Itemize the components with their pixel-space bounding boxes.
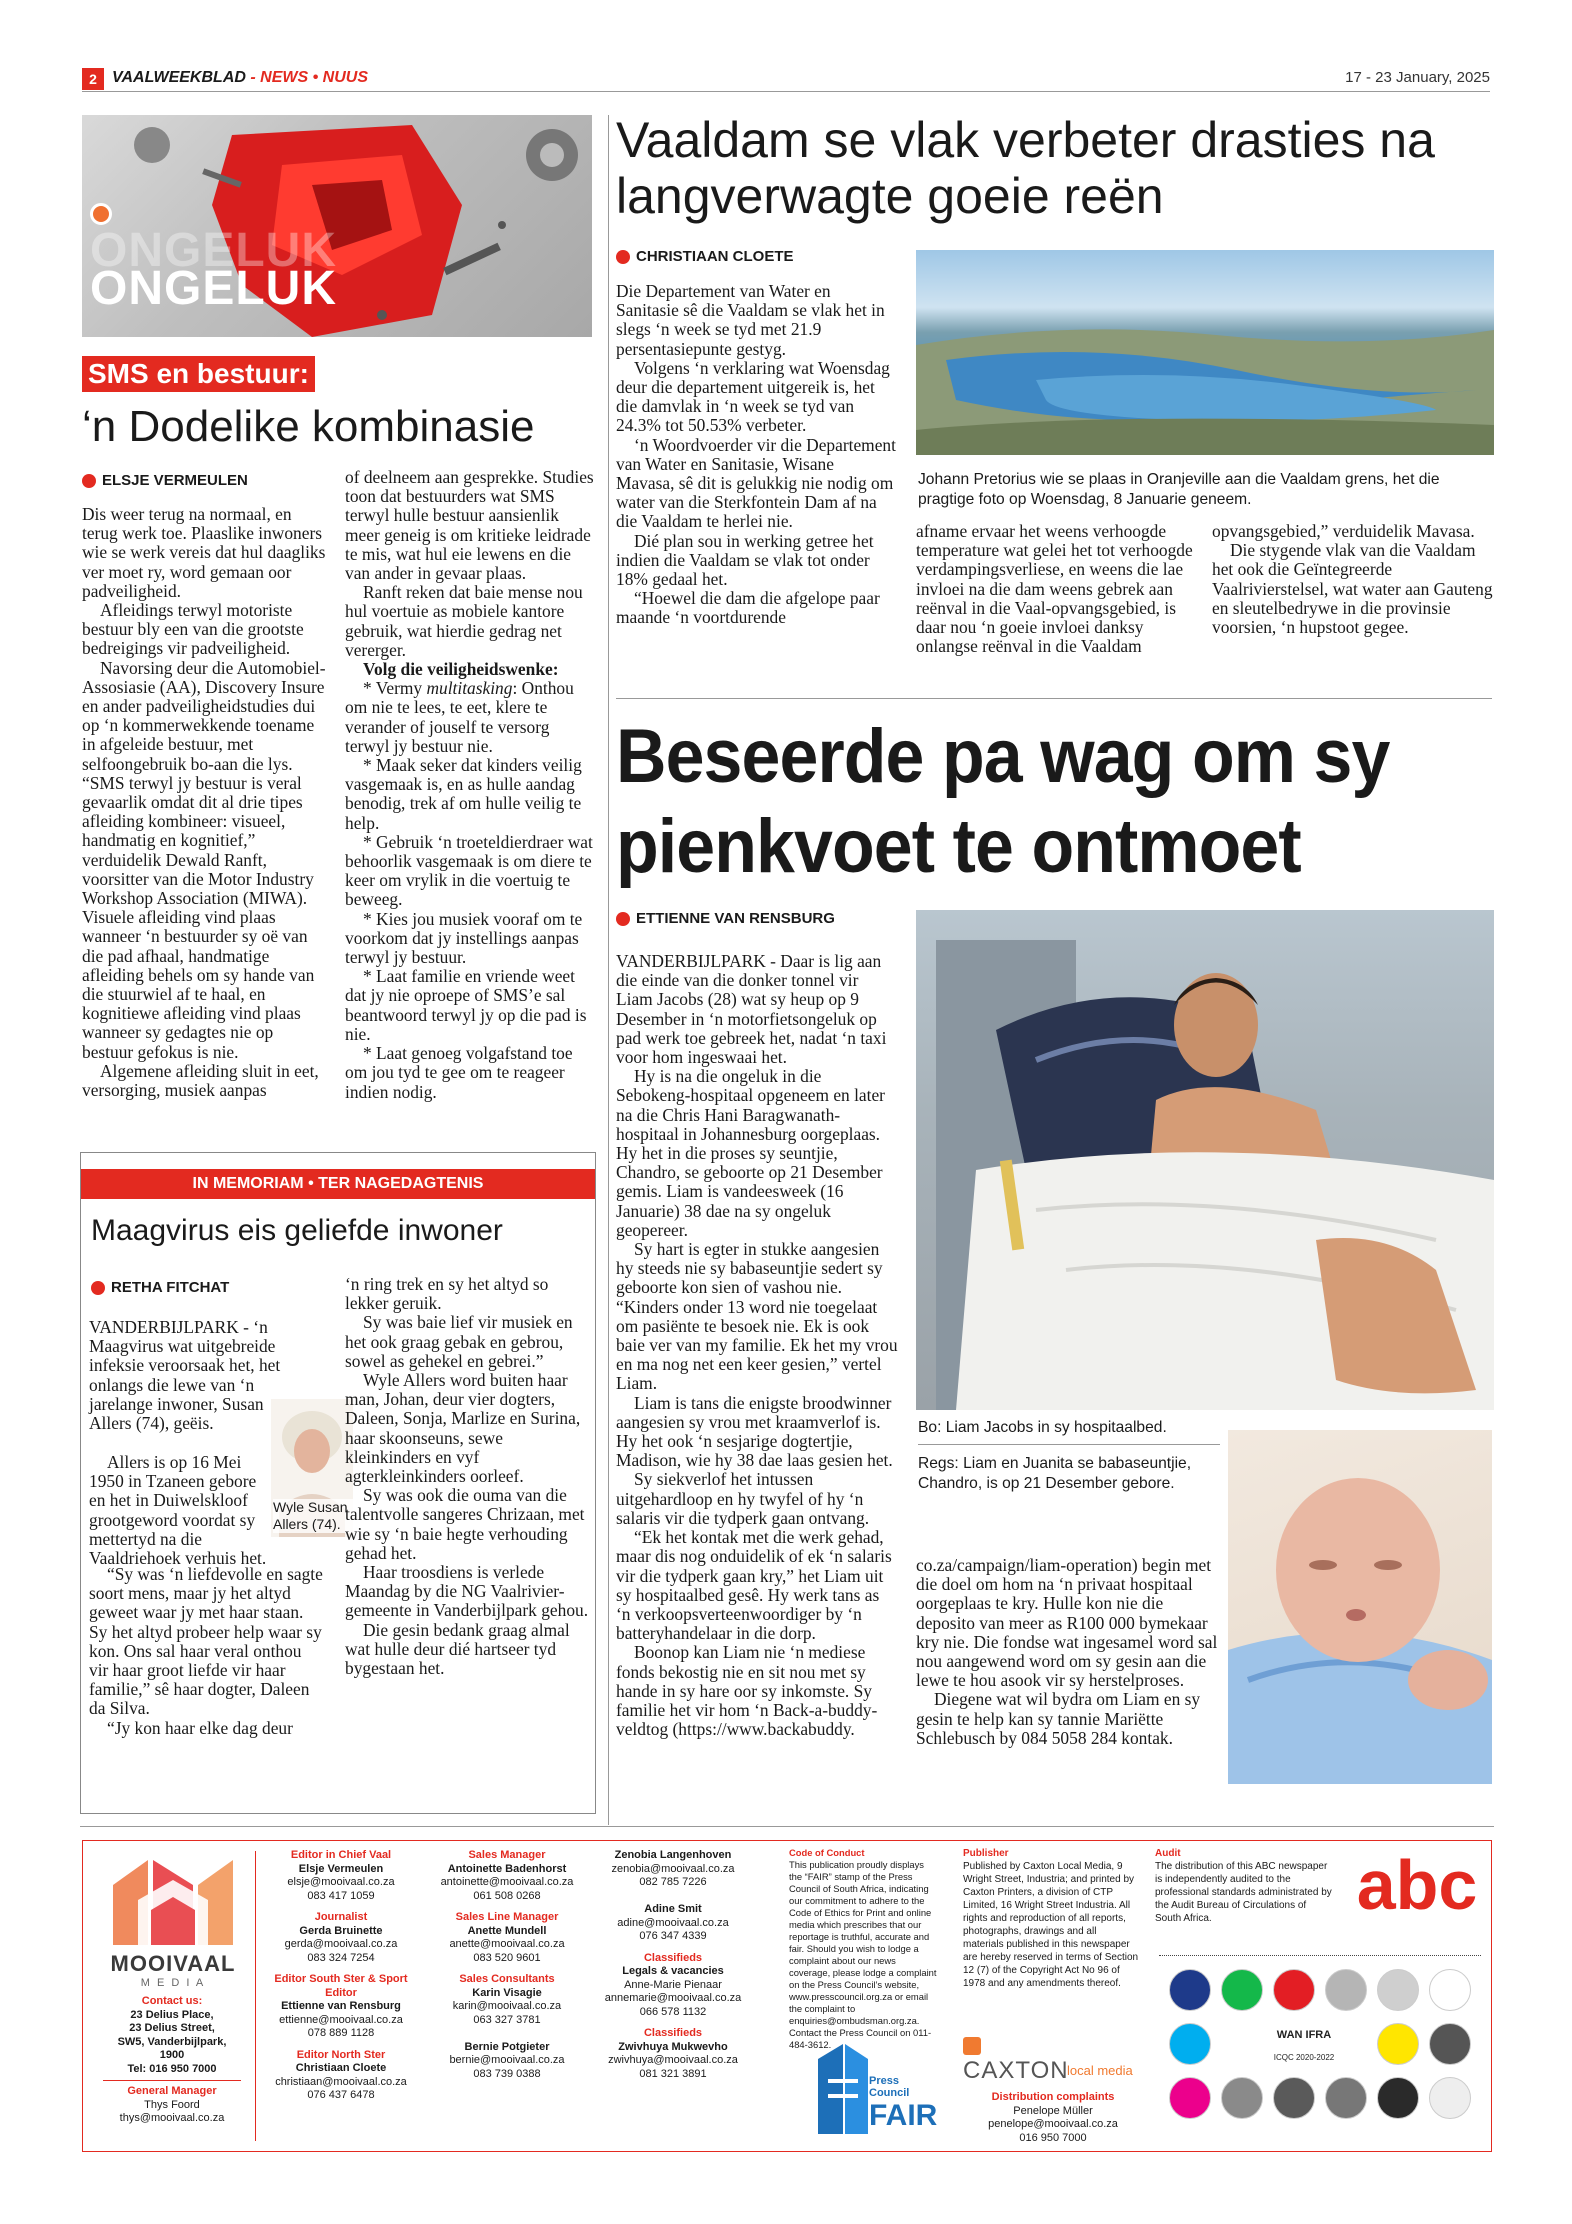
staff-line: Legals & vacancies <box>622 1965 724 1977</box>
caxton-sub: local media <box>1067 2063 1133 2078</box>
staff-line: 076 437 6478 <box>307 2089 375 2101</box>
staff-block <box>259 1911 423 1965</box>
sms-headline: ‘n Dodelike kombinasie <box>82 402 535 451</box>
tips-heading: Volg die veiligheidswenke: <box>363 659 559 680</box>
baby-photo-caption: Regs: Liam en Juanita se babaseuntjie, Chandro, is op 21 Desember gebore. <box>918 1455 1192 1492</box>
tip-item: * Gebruik ‘n troeteldierdraer wat behoorlik vasgemaak is om diere te keer om vrylik in die voertuig te beweeg. <box>345 831 593 910</box>
paper-title: VAALWEEKBLAD <box>112 69 246 86</box>
paragraph: “Jy kon haar elke dag deur <box>107 1717 293 1738</box>
staff-block <box>591 1952 755 2020</box>
color-swatch <box>1221 1969 1263 2011</box>
staff-email[interactable]: ettienne@mooivaal.co.za <box>279 2013 403 2026</box>
staff-block <box>259 2049 423 2103</box>
staff-role: Editor North Ster <box>296 2048 386 2061</box>
staff-role: Classifieds <box>643 2027 703 2039</box>
paragraph: Die Departement van Water en Sanitasie sê die Vaaldam se vlak het in slegs ‘n week se tyd met 21.9 persentasiepunte gestyg. <box>616 281 885 359</box>
baby-photo <box>1228 1430 1492 1784</box>
code-text: This publication proudly displays the “FAIR” stamp of the Press Council of South Africa, indicating our commitment to adhere to the Code of Ethics for Print and online media which prescribes that our reportage is truthful, accurate and fair. Should you wish to lodge a complaint about our news coverage, please lodge a complaint on the Press Council’s website, www.presscouncil.org.za or email the complaint to enquiries@ombudsman.org.za. Contact the Press Council on 011-484-3612. <box>789 1859 937 2050</box>
paragraph: afname ervaar het weens verhoogde temperature wat gelei het tot verhoogde verdampingsverliese, en weens die lae invloei na die dam weens gebrek aan reënval in die Vaal-opvangsgebied, is daar nou ‘n goeie invloei danksy onlangse reënval in die Vaaldam <box>916 521 1193 657</box>
byline-dot-icon <box>616 912 630 926</box>
paragraph: Hy is na die ongeluk in die Sebokeng-hospitaal opgeneem en later na die Chris Hani Baragwanath-hospitaal in Johannesburg oorgeplaas. Hy het in die proses sy seuntjie, Chandro, se geboorte op 21 Desember gemis. Liam is vandeesweek (16 Januarie) 38 dae na sy ongeluk geopereer. <box>616 1066 885 1240</box>
color-swatch <box>1169 1969 1211 2011</box>
paragraph: Die stygende vlak van die Vaaldam het ook die Geïntegreerde Vaalrivierstelsel, wat water aan Gauteng en sleutelbedrywe in die provinsie voorsien, ‘n hupstoot gegee. <box>1212 540 1493 638</box>
paragraph: Dis weer terug na normaal, en terug werk toe. Plaaslike inwoners wie se werk vereis dat hul daagliks ver moet ry, word gemaan oor padveiligheid. <box>82 504 326 601</box>
photo-caption: Wyle Susan Allers (74). <box>273 1499 353 1533</box>
contact-heading: Contact us: <box>141 1995 203 2007</box>
staff-line: Karin Visagie <box>472 1986 542 1999</box>
distribution-heading: Distribution complaints <box>991 2091 1115 2103</box>
memoriam-headline: Maagvirus eis geliefde inwoner <box>91 1214 503 1247</box>
color-swatch <box>1429 2023 1471 2065</box>
pa-column-1 <box>616 952 898 1739</box>
column-divider <box>608 115 609 1825</box>
press-council-label: Press Council <box>869 2075 910 2099</box>
memoriam-box <box>80 1152 596 1814</box>
paragraph: Navorsing deur die Automobiel-Assosiasie (AA), Discovery Insure en ander padveiligheidstudies dui op ‘n kommerwekkende toename in afgeleide bestuur, met selfoongebruik bo-aan die lys. “SMS terwyl jy bestuur is veral gevaarlik omdat dit al drie tipes afleiding kombineer: visueel, handmatig en kognitief,” verduidelik Dewald Ranft, voorsitter van die Motor Industry Workshop Association (MIWA). Visuele afleiding vind plaas wanneer ‘n bestuurder sy oë van die pad afhaal, handmatige afleiding behels om sy hande van die stuurwiel af te haal, en kognitiewe afleiding vind plaas wanneer sy gedagtes nie op bestuur gefokus is nie. <box>82 657 326 1062</box>
distribution-block <box>963 2091 1143 2145</box>
staff-line: 081 321 3891 <box>639 2067 707 2080</box>
staff-line: Bernie Potgieter <box>464 2040 550 2053</box>
paragraph: of deelneem aan gesprekke. Studies toon dat bestuurders wat SMS terwyl hulle bestuur aansienlik meer geneig is om kritieke leidrade te mis, wat hul eie lewens en die van ander in gevaar plaas. <box>345 467 594 584</box>
paragraph: Volgens ‘n verklaring wat Woensdag deur die departement uitgereik is, het die damvlak in ‘n week se tyd van 24.3% tot 50.53% verbeter. <box>616 357 890 436</box>
address-line: 23 Delius Place, <box>130 2008 214 2021</box>
color-swatch <box>1325 1969 1367 2011</box>
page-header <box>82 68 1490 92</box>
memoriam-byline: RETHA FITCHAT <box>91 1279 229 1296</box>
staff-block <box>591 1849 755 1944</box>
publisher-block <box>963 1847 1139 1990</box>
code-of-conduct <box>789 1847 939 2051</box>
paragraph: Dié plan sou in werking getree het indien die Vaaldam se vlak tot onder 18% gedaal het. <box>616 530 874 590</box>
staff-line: Anette Mundell <box>467 1924 547 1937</box>
vertical-rule <box>255 1851 256 2141</box>
color-swatch <box>1325 2077 1367 2119</box>
paragraph: Sy hart is egter in stukke aangesien hy steeds nie sy babaseuntjie sedert sy geboorte kon sien of vashou nie. “Kinders onder 13 word nie toegelaat om pasiënte te besoek nie. Ek is ook baie ver van my familie. Ek het my vrou en ma nog net een keer gesien,” vertel Liam. <box>616 1239 898 1394</box>
staff-email[interactable]: adine@mooivaal.co.za <box>617 1916 729 1929</box>
tip-item: * Maak seker dat kinders veilig vasgemaak is, en as hulle aandag benodig, trek af om hulle veilig te help. <box>345 755 582 833</box>
paragraph: Ranft reken dat baie mense nou hul voertuie as mobiele kantore gebruik, wat hierdie gedrag net vererger. <box>345 582 583 660</box>
staff-role: Classifieds <box>643 1951 703 1964</box>
gm-email[interactable]: thys@mooivaal.co.za <box>119 2112 225 2124</box>
paragraph: co.za/campaign/liam-operation) begin met die doel om hom na ‘n privaat hospitaal oorgeplaas te kry. Hulle kon nie die deposito van meer as R100 000 bymekaar kry nie. Die fondse wat ingesamel word sal nou aangewend word om sy gesin aan die lewe te hou asook vir sy herstelproses. <box>916 1555 1218 1691</box>
staff-email[interactable]: zenobia@mooivaal.co.za <box>611 1862 735 1875</box>
staff-line: Zwivhuya Mukwevho <box>618 2040 728 2053</box>
staff-block <box>425 1911 589 1965</box>
staff-email[interactable]: anette@mooivaal.co.za <box>449 1938 565 1950</box>
memoriam-column-2 <box>345 1275 590 1678</box>
color-swatch <box>1429 2077 1471 2119</box>
byline-dot-icon <box>91 1281 105 1295</box>
staff-email[interactable]: annemarie@mooivaal.co.za <box>604 1992 742 2004</box>
press-council-icon <box>813 2039 873 2135</box>
staff-line: Zenobia Langenhoven <box>614 1849 732 1861</box>
warning-icon <box>90 203 112 225</box>
address-line: 1900 <box>159 2049 185 2061</box>
contact-block <box>93 1995 251 2126</box>
tip-item: * Vermy multitasking: Onthou om nie te lees, te eet, klere te verander of jouself te versorg terwyl jy bestuur nie. <box>345 678 574 756</box>
color-swatch <box>1169 2023 1211 2065</box>
telephone: Tel: 016 950 7000 <box>127 2062 217 2075</box>
staff-line: 078 889 1128 <box>307 2027 375 2039</box>
press-council-fair-logo <box>813 2039 938 2139</box>
color-swatch <box>1273 2077 1315 2119</box>
memoriam-column-1-wrap <box>89 1453 269 1568</box>
vaaldam-byline: CHRISTIAAN CLOETE <box>616 248 794 265</box>
staff-line: Gerda Bruinette <box>299 1924 383 1937</box>
sms-kicker: SMS en bestuur: <box>82 356 315 392</box>
distribution-line: 016 950 7000 <box>1019 2131 1087 2144</box>
sms-column-1 <box>82 505 327 1100</box>
paragraph: ‘n ring trek en sy het altyd so lekker geruik. <box>345 1274 549 1314</box>
publisher-heading: Publisher <box>963 1848 1009 1859</box>
staff-block <box>425 1849 589 1903</box>
paragraph: Diegene wat wil bydra om Liam en sy gesin te help kan sy tannie Mariëtte Schlebusch by 084 5058 284 kontak. <box>916 1689 1201 1748</box>
staff-email[interactable]: elsje@mooivaal.co.za <box>287 1876 395 1888</box>
staff-line: 083 417 1059 <box>307 1889 375 1902</box>
tip-item: * Laat familie en vriende weet dat jy nie oproepe of SMS’e sal beantwoord terwyl jy op die pad is nie. <box>345 966 587 1044</box>
vaaldam-photo <box>916 250 1494 455</box>
section-label: - NEWS • NUUS <box>250 69 368 86</box>
staff-line: Adine Smit <box>644 1903 702 1915</box>
paragraph: VANDERBIJLPARK - ‘n Maagvirus wat uitgebreide infeksie veroorsaak het, het onlangs die lewe van ‘n jarelange inwoner, Susan Allers (74), geëis. <box>89 1317 281 1434</box>
caxton-icon <box>963 2037 981 2055</box>
caption-rule <box>918 1444 1220 1445</box>
paragraph: ‘n Woordvoerder vir die Departement van Water en Sanitasie, Wisane Mavasa, sê dit is gelukkig nie nodig om water van die Sterkfontein Dam af na die Vaaldam te herlei nie. <box>616 434 896 532</box>
page-number-box: 2 <box>82 68 104 90</box>
audit-block <box>1155 1847 1335 1925</box>
hospital-bed-photo <box>916 910 1494 1410</box>
vaaldam-column-1 <box>616 282 896 628</box>
vaaldam-column-2 <box>916 522 1206 656</box>
staff-line <box>591 1890 755 1904</box>
dam-landscape-graphic <box>916 250 1494 455</box>
staff-column-classifieds <box>591 1849 755 2089</box>
gm-name: Thys Foord <box>144 2098 200 2111</box>
memoriam-banner: IN MEMORIAM • TER NAGEDAGTENIS <box>81 1169 595 1199</box>
color-swatch <box>1377 1969 1419 2011</box>
paragraph: VANDERBIJLPARK - Daar is lig aan die einde van die donker tonnel vir Liam Jacobs (28) wat sy heup op 9 Desember in ‘n motorfietsongeluk op pad werk toe gebreek het, nadat ‘n taxi voor hom ingeswaai het. <box>616 951 887 1068</box>
color-swatch <box>1377 2077 1419 2119</box>
caxton-logo <box>963 2037 1143 2083</box>
pa-column-2 <box>916 1556 1222 1748</box>
audit-text: The distribution of this ABC newspaper is independently audited to the professional standards administrated by the Audit Bureau of Circulations of South Africa. <box>1155 1861 1332 1924</box>
caxton-label: CAXTON <box>963 2057 1069 2084</box>
hospital-photo-caption: Bo: Liam Jacobs in sy hospitaalbed. <box>918 1419 1167 1436</box>
pa-byline: ETTIENNE VAN RENSBURG <box>616 910 835 927</box>
color-swatch <box>1169 2077 1211 2119</box>
staff-email[interactable]: christiaan@mooivaal.co.za <box>275 2075 407 2088</box>
staff-line <box>425 2027 589 2041</box>
staff-block <box>591 2027 755 2081</box>
logo-name: MOOIVAAL <box>110 1951 236 1976</box>
staff-block <box>425 1973 589 2081</box>
paper-name <box>112 69 368 87</box>
fair-label: FAIR <box>869 2099 938 2132</box>
gm-role: General Manager <box>127 2085 217 2097</box>
staff-line: 083 520 9601 <box>473 1951 541 1964</box>
staff-line: 063 327 3781 <box>473 2013 541 2026</box>
address-line: 23 Delius Street, <box>129 2022 215 2034</box>
distribution-line: Penelope Müller <box>1013 2104 1093 2117</box>
paragraph: Haar troosdiens is verlede Maandag by die NG Vaalrivier-gemeente in Vanderbijlpark gehou. <box>345 1562 589 1621</box>
wan-ifra-label: WAN IFRA <box>1276 2029 1332 2041</box>
susan-allers-photo <box>271 1399 353 1537</box>
paragraph: Boonop kan Liam nie ‘n mediese fonds bekostig nie en sit nou met sy hande in sy hare oor sy inkomste. Sy familie het vir hom ‘n Back-a-buddy-veldtog (https://www.backabuddy. <box>616 1642 878 1740</box>
publisher-text: Published by Caxton Local Media, 9 Wright Street, Industria; and printed by Caxton Printers, a division of CTP Limited, 16 Wright Street Industria. All rights and reproduction of all reports, photographs, drawings and all materials published in this newspaper are hereby reserved in terms of Section 12 (7) of the Copyright Act No 96 of 1978 and any amendments thereof. <box>963 1861 1139 1989</box>
footer-rule <box>80 1826 1494 1827</box>
staff-email[interactable]: antoinette@mooivaal.co.za <box>440 1876 574 1888</box>
pa-headline: Beseerde pa wag om sy pienkvoet te ontmoet <box>616 714 1390 889</box>
staff-line: 083 324 7254 <box>307 1951 375 1964</box>
paragraph: Die gesin bedank graag almal wat hulle deur dié hartseer tyd bygestaan het. <box>345 1619 570 1679</box>
newborn-baby-graphic <box>1228 1430 1492 1784</box>
staff-block <box>259 1973 423 2041</box>
banner-word-shadow: ONGELUK <box>90 224 337 277</box>
staff-role: Editor South Ster & Sport Editor <box>274 1973 408 1999</box>
staff-line: Antoinette Badenhorst <box>447 1862 567 1875</box>
staff-line: Christiaan Cloete <box>295 2062 387 2074</box>
staff-line: 066 578 1132 <box>639 2005 707 2018</box>
paragraph: Liam is tans die enigste broodwinner aangesien sy vrou met kraamverlof is. Hy het ook ‘n sesjarige dogtertjie, Madison, wie hy 38 dae laas gesien het. <box>616 1392 893 1471</box>
logo-sub: M E D I A <box>140 1977 206 1989</box>
paragraph: Sy siekverlof het intussen uitgehardloop en hy twyfel of hy ‘n salaris vir die tydperk gaan ontvang. <box>616 1469 870 1528</box>
swatch-row-top <box>1159 1955 1481 1956</box>
patient-in-bed-graphic <box>916 910 1494 1410</box>
paragraph: Sy was ook die ouma van die talentvolle sangeres Chrizaan, met wie sy ‘n baie hegte verhouding gehad het. <box>345 1485 585 1563</box>
staff-line: 083 739 0388 <box>473 2067 541 2080</box>
staff-role: Sales Consultants <box>459 1973 555 1985</box>
staff-column-sales <box>425 1849 589 2089</box>
paragraph: Wyle Allers word buiten haar man, Johan, deur vier dogters, Daleen, Sonja, Marlize en Surina, haar skoonseuns, sewe kleinkinders en vyf agterkleinkinders oorleef. <box>345 1370 581 1487</box>
masthead-box <box>82 1840 1492 2152</box>
banner-word: ONGELUK <box>90 262 337 315</box>
byline-dot-icon <box>616 250 630 264</box>
staff-line: Ettienne van Rensburg <box>281 2000 401 2012</box>
audit-heading: Audit <box>1155 1848 1181 1859</box>
distribution-line[interactable]: penelope@mooivaal.co.za <box>988 2118 1118 2130</box>
staff-email[interactable]: bernie@mooivaal.co.za <box>449 2054 565 2066</box>
vaaldam-headline: Vaaldam se vlak verbeter drasties na langverwagte goeie reën <box>616 112 1435 224</box>
staff-line: 082 785 7226 <box>639 1876 707 1888</box>
paragraph: Algemene afleiding sluit in eet, versorging, musiek aanpas <box>82 1060 319 1101</box>
staff-line: Anne-Marie Pienaar <box>624 1978 722 1991</box>
section-divider <box>616 698 1492 699</box>
staff-role: Editor in Chief Vaal <box>290 1849 392 1861</box>
staff-role: Sales Line Manager <box>455 1911 559 1923</box>
sms-column-2 <box>345 468 597 1102</box>
vaaldam-photo-caption: Johann Pretorius wie se plaas in Oranjeville aan die Vaaldam grens, het die pragtige foto op Woensdag, 8 Januarie geneem. <box>918 471 1440 508</box>
address-line: SW5, Vanderbijlpark, <box>117 2035 227 2048</box>
paragraph: “Sy was ‘n liefdevolle en sagte soort mens, maar jy het altyd geweet waar jy met haar staan. Sy het altyd probeer help waar sy kon. Ons sal haar veral onthou vir haar groot liefde vir haar familie,” sê haar dogter, Daleen da Silva. <box>89 1564 323 1719</box>
paragraph: Allers is op 16 Mei 1950 in Tzaneen gebore en het in Duiwelskloof grootgeword voordat sy mettertyd na die Vaaldriehoek verhuis het. <box>89 1452 267 1569</box>
mooivaal-logo <box>103 1855 243 1975</box>
paragraph: “Ek het kontak met die werk gehad, maar dis nog onduidelik of ek ‘n salaris vir die tydperk gaan kry,” het Liam uit sy hospitaalbed gesê. Hy werk tans as ‘n verkoopsverteenwoordiger by ‘n batteryhandelaar in die dorp. <box>616 1527 892 1644</box>
sms-byline: ELSJE VERMEULEN <box>82 472 248 489</box>
code-heading: Code of Conduct <box>789 1847 865 1858</box>
color-swatch <box>1429 1969 1471 2011</box>
paragraph: Sy was baie lief vir musiek en het ook graag gebak en gebrou, sowel as gehekel en gebrei.” <box>345 1312 573 1371</box>
staff-email[interactable]: gerda@mooivaal.co.za <box>284 1938 398 1950</box>
paragraph: Afleidings terwyl motoriste bestuur bly een van die grootste bedreigings vir padveiligheid. <box>82 600 304 659</box>
divider <box>103 2080 241 2081</box>
color-swatch-panel <box>1155 1949 1485 2145</box>
issue-date: 17 - 23 January, 2025 <box>1345 69 1490 86</box>
staff-line: 076 347 4339 <box>639 1930 707 1942</box>
staff-column-editors <box>259 1849 423 2111</box>
memoriam-column-1-bottom <box>89 1565 325 1738</box>
color-swatch <box>1377 2023 1419 2065</box>
abc-logo: abc <box>1356 1846 1478 1924</box>
staff-email[interactable]: karin@mooivaal.co.za <box>452 2000 562 2012</box>
staff-line: 061 508 0268 <box>473 1889 541 1902</box>
icqc-label: ICQC 2020-2022 <box>1273 2053 1335 2062</box>
staff-line: Elsje Vermeulen <box>298 1862 384 1875</box>
paragraph: opvangsgebied,” verduidelik Mavasa. <box>1212 521 1475 541</box>
staff-role: Sales Manager <box>468 1849 546 1861</box>
tip-item: * Kies jou musiek vooraf om te voorkom dat jy instellings aanpas terwyl jy bestuur. <box>345 908 583 968</box>
byline-dot-icon <box>82 474 96 488</box>
color-swatch <box>1221 2077 1263 2119</box>
staff-email[interactable]: zwivhuya@mooivaal.co.za <box>608 2054 738 2066</box>
tip-item: * Laat genoeg volgafstand toe om jou tyd te gee om te reageer indien nodig. <box>345 1043 573 1102</box>
color-swatch <box>1273 1969 1315 2011</box>
staff-role: Journalist <box>314 1911 368 1923</box>
vaaldam-column-3 <box>1212 522 1496 637</box>
ongeluk-banner-image <box>82 115 592 337</box>
staff-block <box>259 1849 423 1903</box>
paragraph: “Hoewel die dam die afgelope paar maande ‘n voortdurende <box>616 588 880 628</box>
